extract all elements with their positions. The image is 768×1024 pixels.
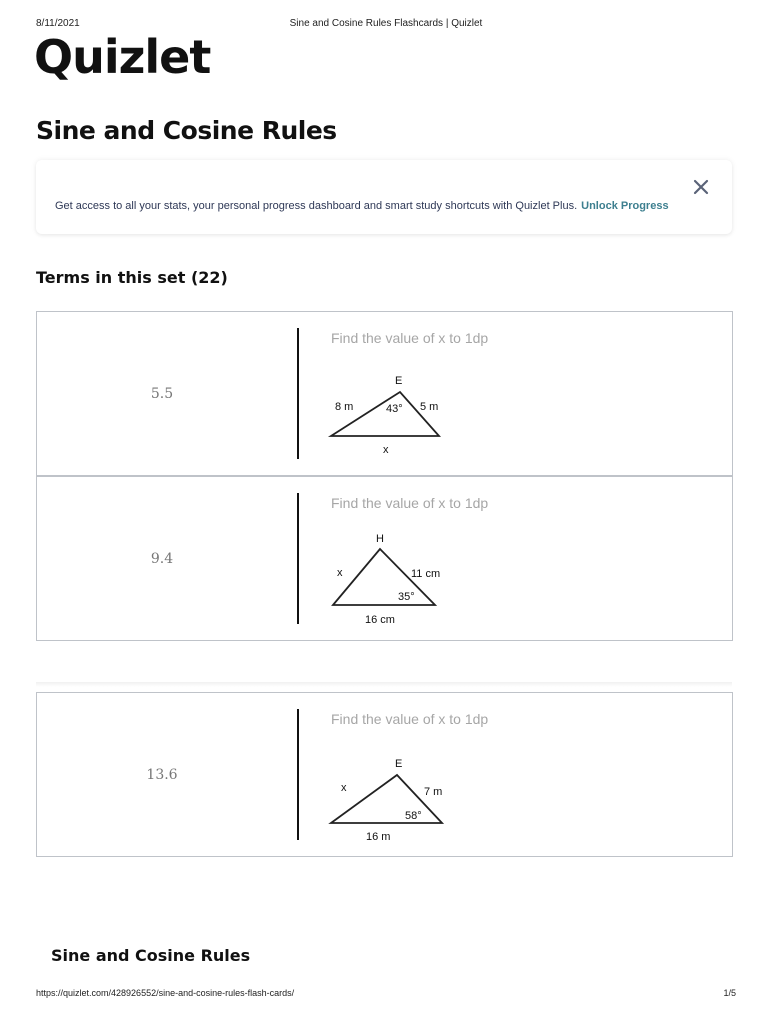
left-side-label: x: [341, 782, 347, 794]
quizlet-plus-banner: [36, 160, 732, 234]
vertex-label: H: [376, 533, 384, 545]
card-divider: [297, 328, 299, 459]
card-definition: Find the value of x to 1dp: [331, 330, 489, 346]
angle-label: 43°: [386, 403, 403, 415]
triangle-diagram: [327, 370, 497, 470]
terms-heading: Terms in this set (22): [36, 268, 228, 287]
print-footer: [36, 988, 736, 1002]
close-icon[interactable]: [692, 178, 710, 196]
card-term: 13.6: [146, 766, 178, 783]
page-number: 1/5: [723, 988, 736, 998]
base-label: 16 m: [366, 831, 391, 843]
print-url: https://quizlet.com/428926552/sine-and-cosine-rules-flash-cards/: [36, 988, 295, 998]
quizlet-logo[interactable]: Quizlet: [34, 30, 211, 84]
card-divider: [297, 493, 299, 624]
promo-message: [55, 200, 669, 212]
unlock-progress-link[interactable]: Unlock Progress: [581, 200, 669, 212]
card-definition: Find the value of x to 1dp: [331, 495, 489, 511]
card-term: 5.5: [150, 385, 174, 402]
flashcard[interactable]: [36, 692, 733, 857]
vertex-label: E: [395, 375, 403, 387]
flashcard[interactable]: [36, 476, 733, 641]
vertex-label: E: [395, 758, 403, 770]
triangle-shape: [331, 775, 442, 823]
base-label: x: [383, 444, 389, 456]
triangle-diagram: [327, 529, 497, 629]
left-side-label: x: [337, 567, 343, 579]
print-date: 8/11/2021: [36, 18, 80, 29]
close-icon-svg: [692, 178, 710, 196]
base-label: 16 cm: [365, 614, 395, 626]
right-side-label: 7 m: [424, 786, 443, 798]
triangle-diagram: [327, 749, 497, 849]
flashcard[interactable]: [36, 311, 733, 476]
triangle-shape: [331, 392, 439, 436]
left-side-label: 8 m: [335, 401, 354, 413]
print-page-title: Sine and Cosine Rules Flashcards | Quizlet: [289, 18, 483, 29]
section-separator: [36, 682, 732, 687]
promo-text: Get access to all your stats, your personal progress dashboard and smart study shortcuts with Quizlet Plus.: [55, 200, 578, 212]
right-side-label: 5 m: [420, 401, 439, 413]
section-heading: Sine and Cosine Rules: [51, 946, 251, 965]
angle-label: 35°: [398, 591, 415, 603]
card-definition: Find the value of x to 1dp: [331, 711, 489, 727]
card-divider: [297, 709, 299, 840]
angle-label: 58°: [405, 810, 422, 822]
card-term: 9.4: [150, 550, 174, 567]
right-side-label: 11 cm: [411, 568, 441, 580]
set-title: Sine and Cosine Rules: [36, 116, 337, 145]
